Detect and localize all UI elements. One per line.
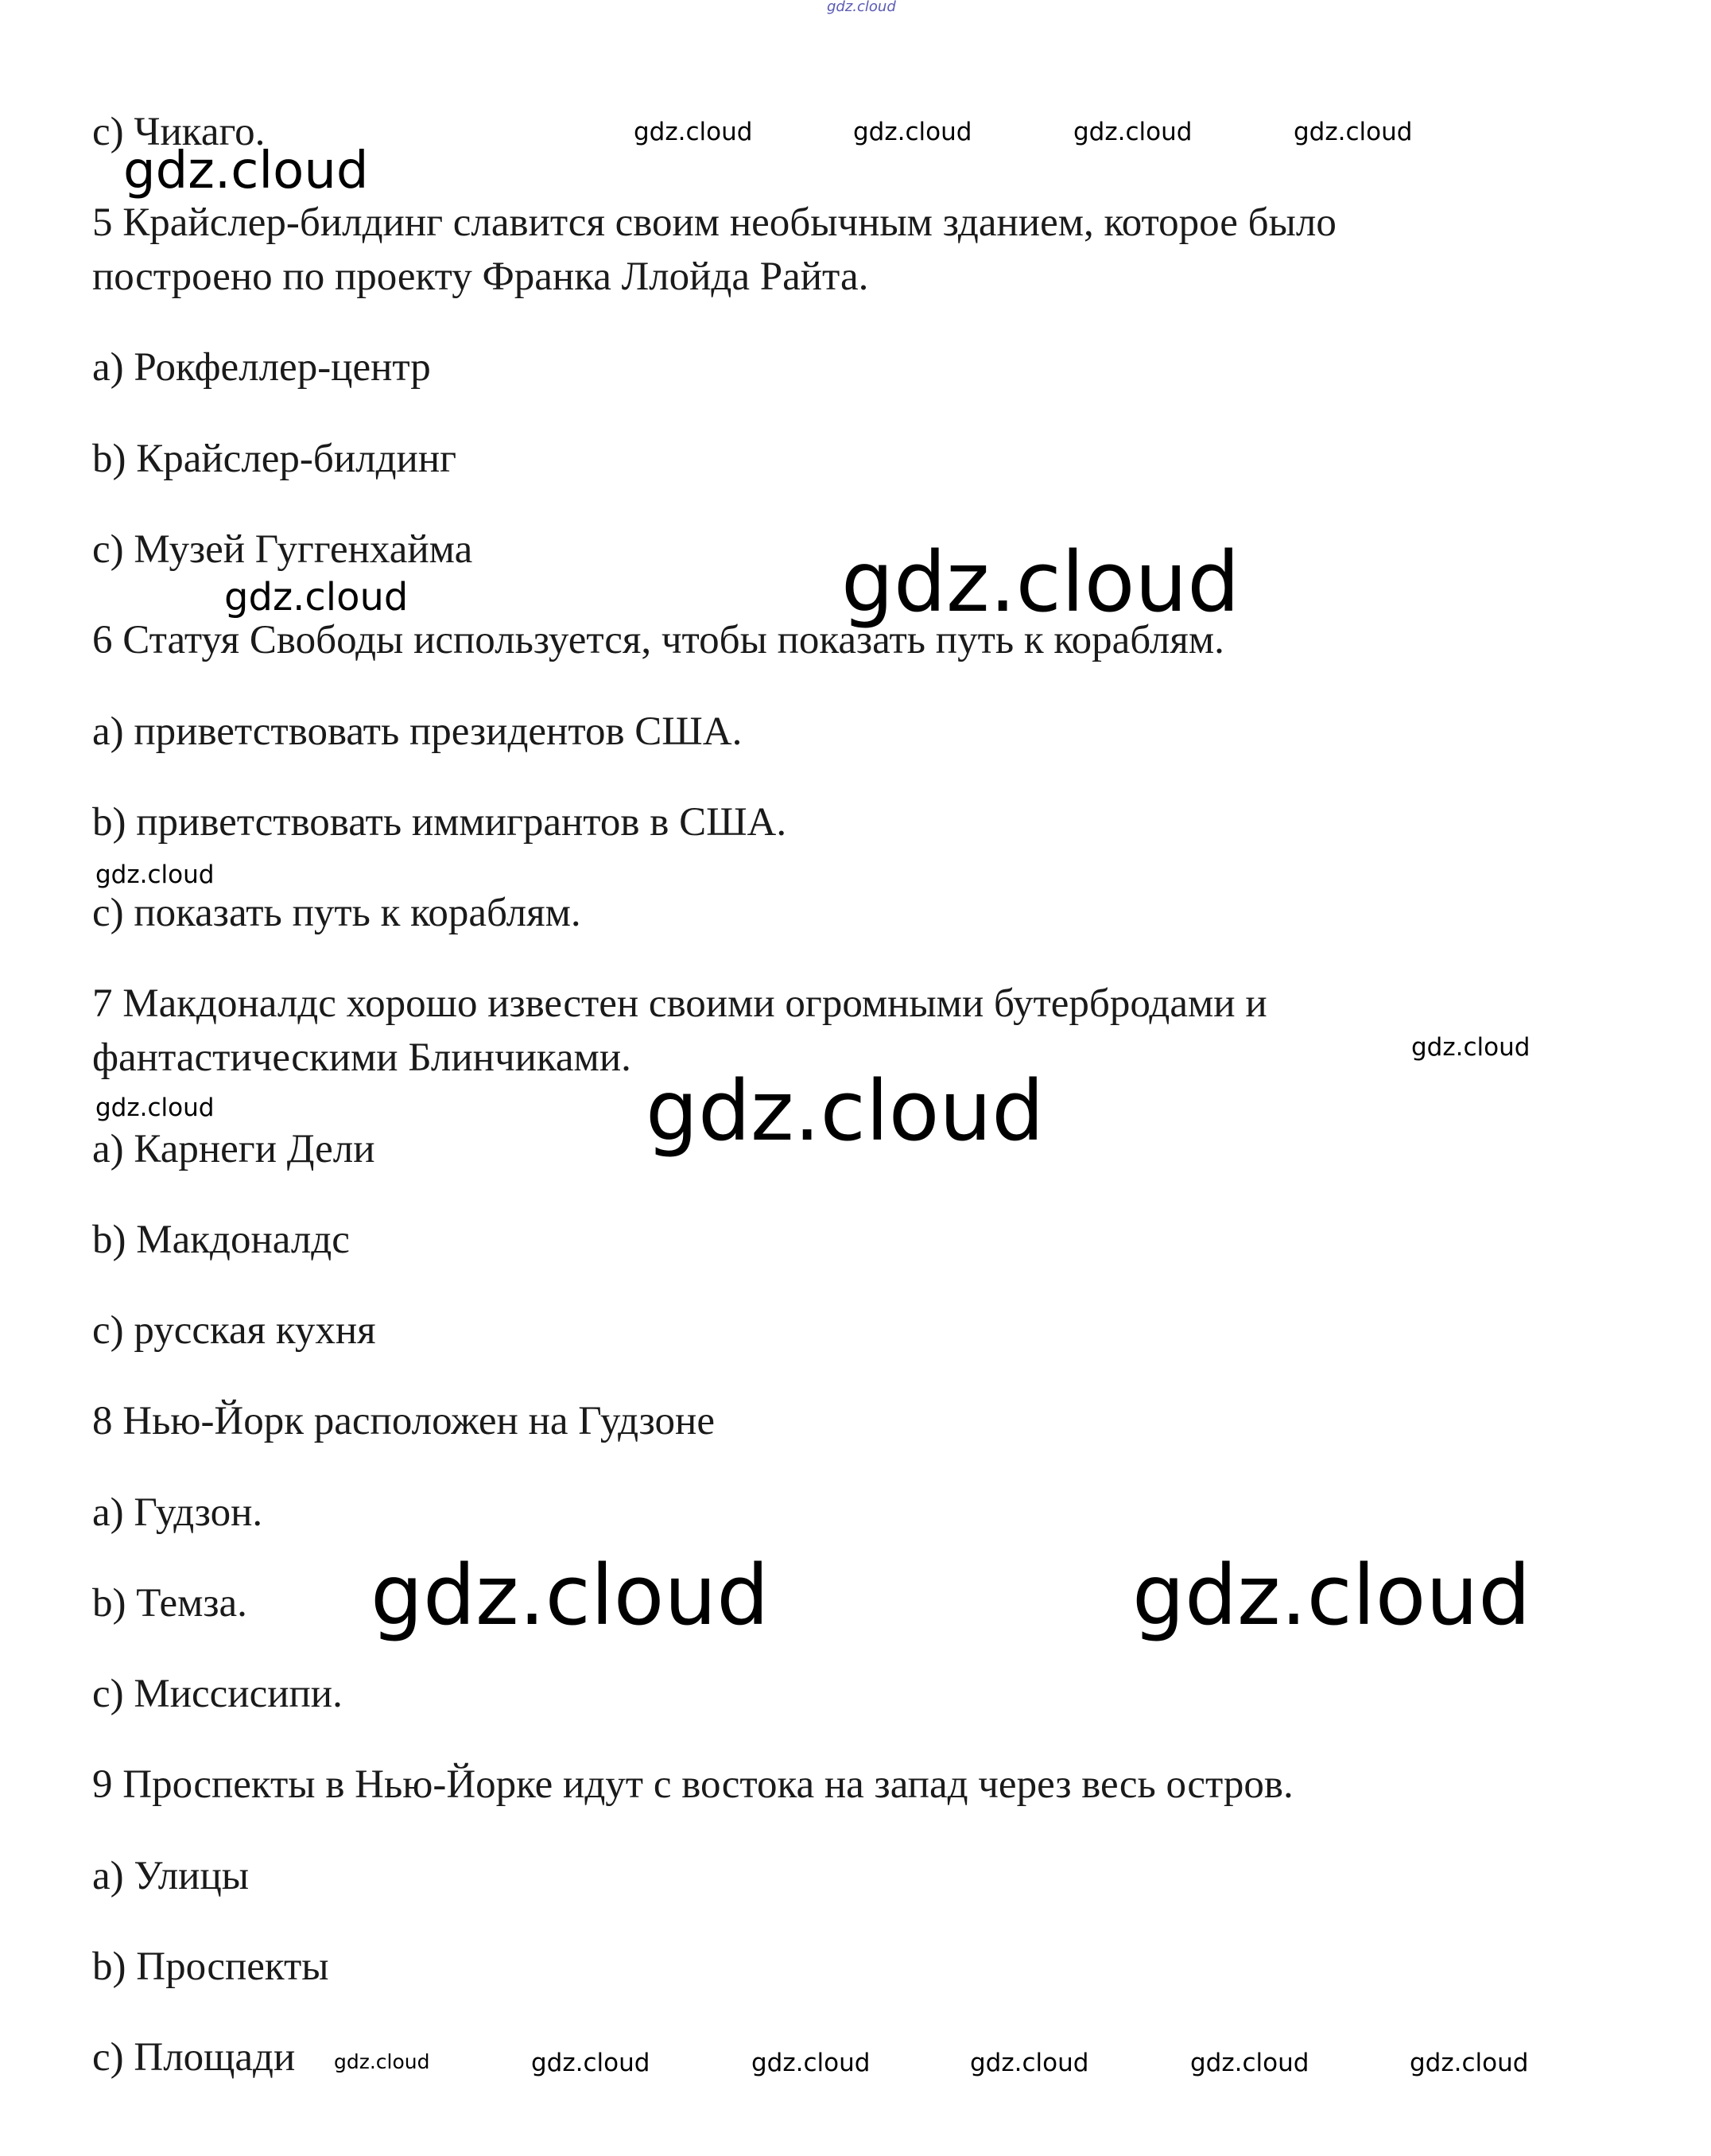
answer-c-q7: c) русская кухня bbox=[92, 1308, 376, 1353]
question-7-line-1: 7 Макдоналдс хорошо известен своими огромными бутербродами и bbox=[92, 981, 1267, 1026]
watermark: gdz.cloud bbox=[646, 1062, 1045, 1160]
question-9: 9 Проспекты в Нью-Йорке идут с востока на запад через весь остров. bbox=[92, 1762, 1294, 1807]
watermark: gdz.cloud bbox=[95, 860, 215, 889]
question-7-line-2: фантастическими Блинчиками. bbox=[92, 1035, 631, 1080]
answer-a-q9: a) Улицы bbox=[92, 1854, 250, 1898]
watermark: gdz.cloud bbox=[1190, 2049, 1309, 2077]
watermark: gdz.cloud bbox=[531, 2049, 650, 2077]
watermark: gdz.cloud bbox=[1132, 1547, 1531, 1644]
watermark: gdz.cloud bbox=[970, 2049, 1089, 2077]
watermark: gdz.cloud bbox=[371, 1547, 770, 1644]
watermark: gdz.cloud bbox=[853, 118, 972, 146]
question-6: 6 Статуя Свободы используется, чтобы показать путь к кораблям. bbox=[92, 618, 1224, 662]
answer-b-q8: b) Темза. bbox=[92, 1581, 247, 1626]
answer-b-q6: b) приветствовать иммигрантов в США. bbox=[92, 800, 787, 845]
watermark: gdz.cloud bbox=[1073, 118, 1193, 146]
watermark: gdz.cloud bbox=[123, 142, 369, 200]
watermark: gdz.cloud bbox=[1410, 2049, 1529, 2077]
watermark: gdz.cloud bbox=[1294, 118, 1413, 146]
answer-a-q5: a) Рокфеллер-центр bbox=[92, 345, 431, 390]
question-8: 8 Нью-Йорк расположен на Гудзоне bbox=[92, 1399, 715, 1443]
watermark: gdz.cloud bbox=[1411, 1033, 1531, 1062]
watermark: gdz.cloud bbox=[224, 575, 409, 620]
answer-c-q5: c) Музей Гуггенхайма bbox=[92, 527, 473, 572]
answer-c-q9: c) Площади bbox=[92, 2035, 296, 2080]
watermark: gdz.cloud bbox=[334, 2050, 430, 2073]
watermark: gdz.cloud bbox=[95, 1094, 215, 1122]
watermark: gdz.cloud bbox=[634, 118, 753, 146]
answer-c-q6: c) показать путь к кораблям. bbox=[92, 891, 581, 935]
answer-a-q8: a) Гудзон. bbox=[92, 1490, 263, 1535]
answer-a-q6: a) приветствовать президентов США. bbox=[92, 709, 743, 754]
answer-b-q9: b) Проспекты bbox=[92, 1944, 329, 1989]
answer-c-q4: c) Чикаго. bbox=[92, 110, 266, 154]
watermark: gdz.cloud bbox=[751, 2049, 871, 2077]
answer-a-q7: a) Карнеги Дели bbox=[92, 1127, 375, 1171]
answer-b-q5: b) Крайслер-билдинг bbox=[92, 437, 457, 481]
question-5-line-1: 5 Крайслер-билдинг славится своим необычным зданием, которое было bbox=[92, 200, 1337, 245]
watermark: gdz.cloud bbox=[841, 534, 1240, 631]
watermark-top: gdz.cloud bbox=[827, 0, 896, 15]
question-5-line-2: построено по проекту Франка Ллойда Райта. bbox=[92, 254, 869, 299]
answer-b-q7: b) Макдоналдс bbox=[92, 1218, 350, 1262]
answer-c-q8: c) Миссисипи. bbox=[92, 1672, 343, 1716]
